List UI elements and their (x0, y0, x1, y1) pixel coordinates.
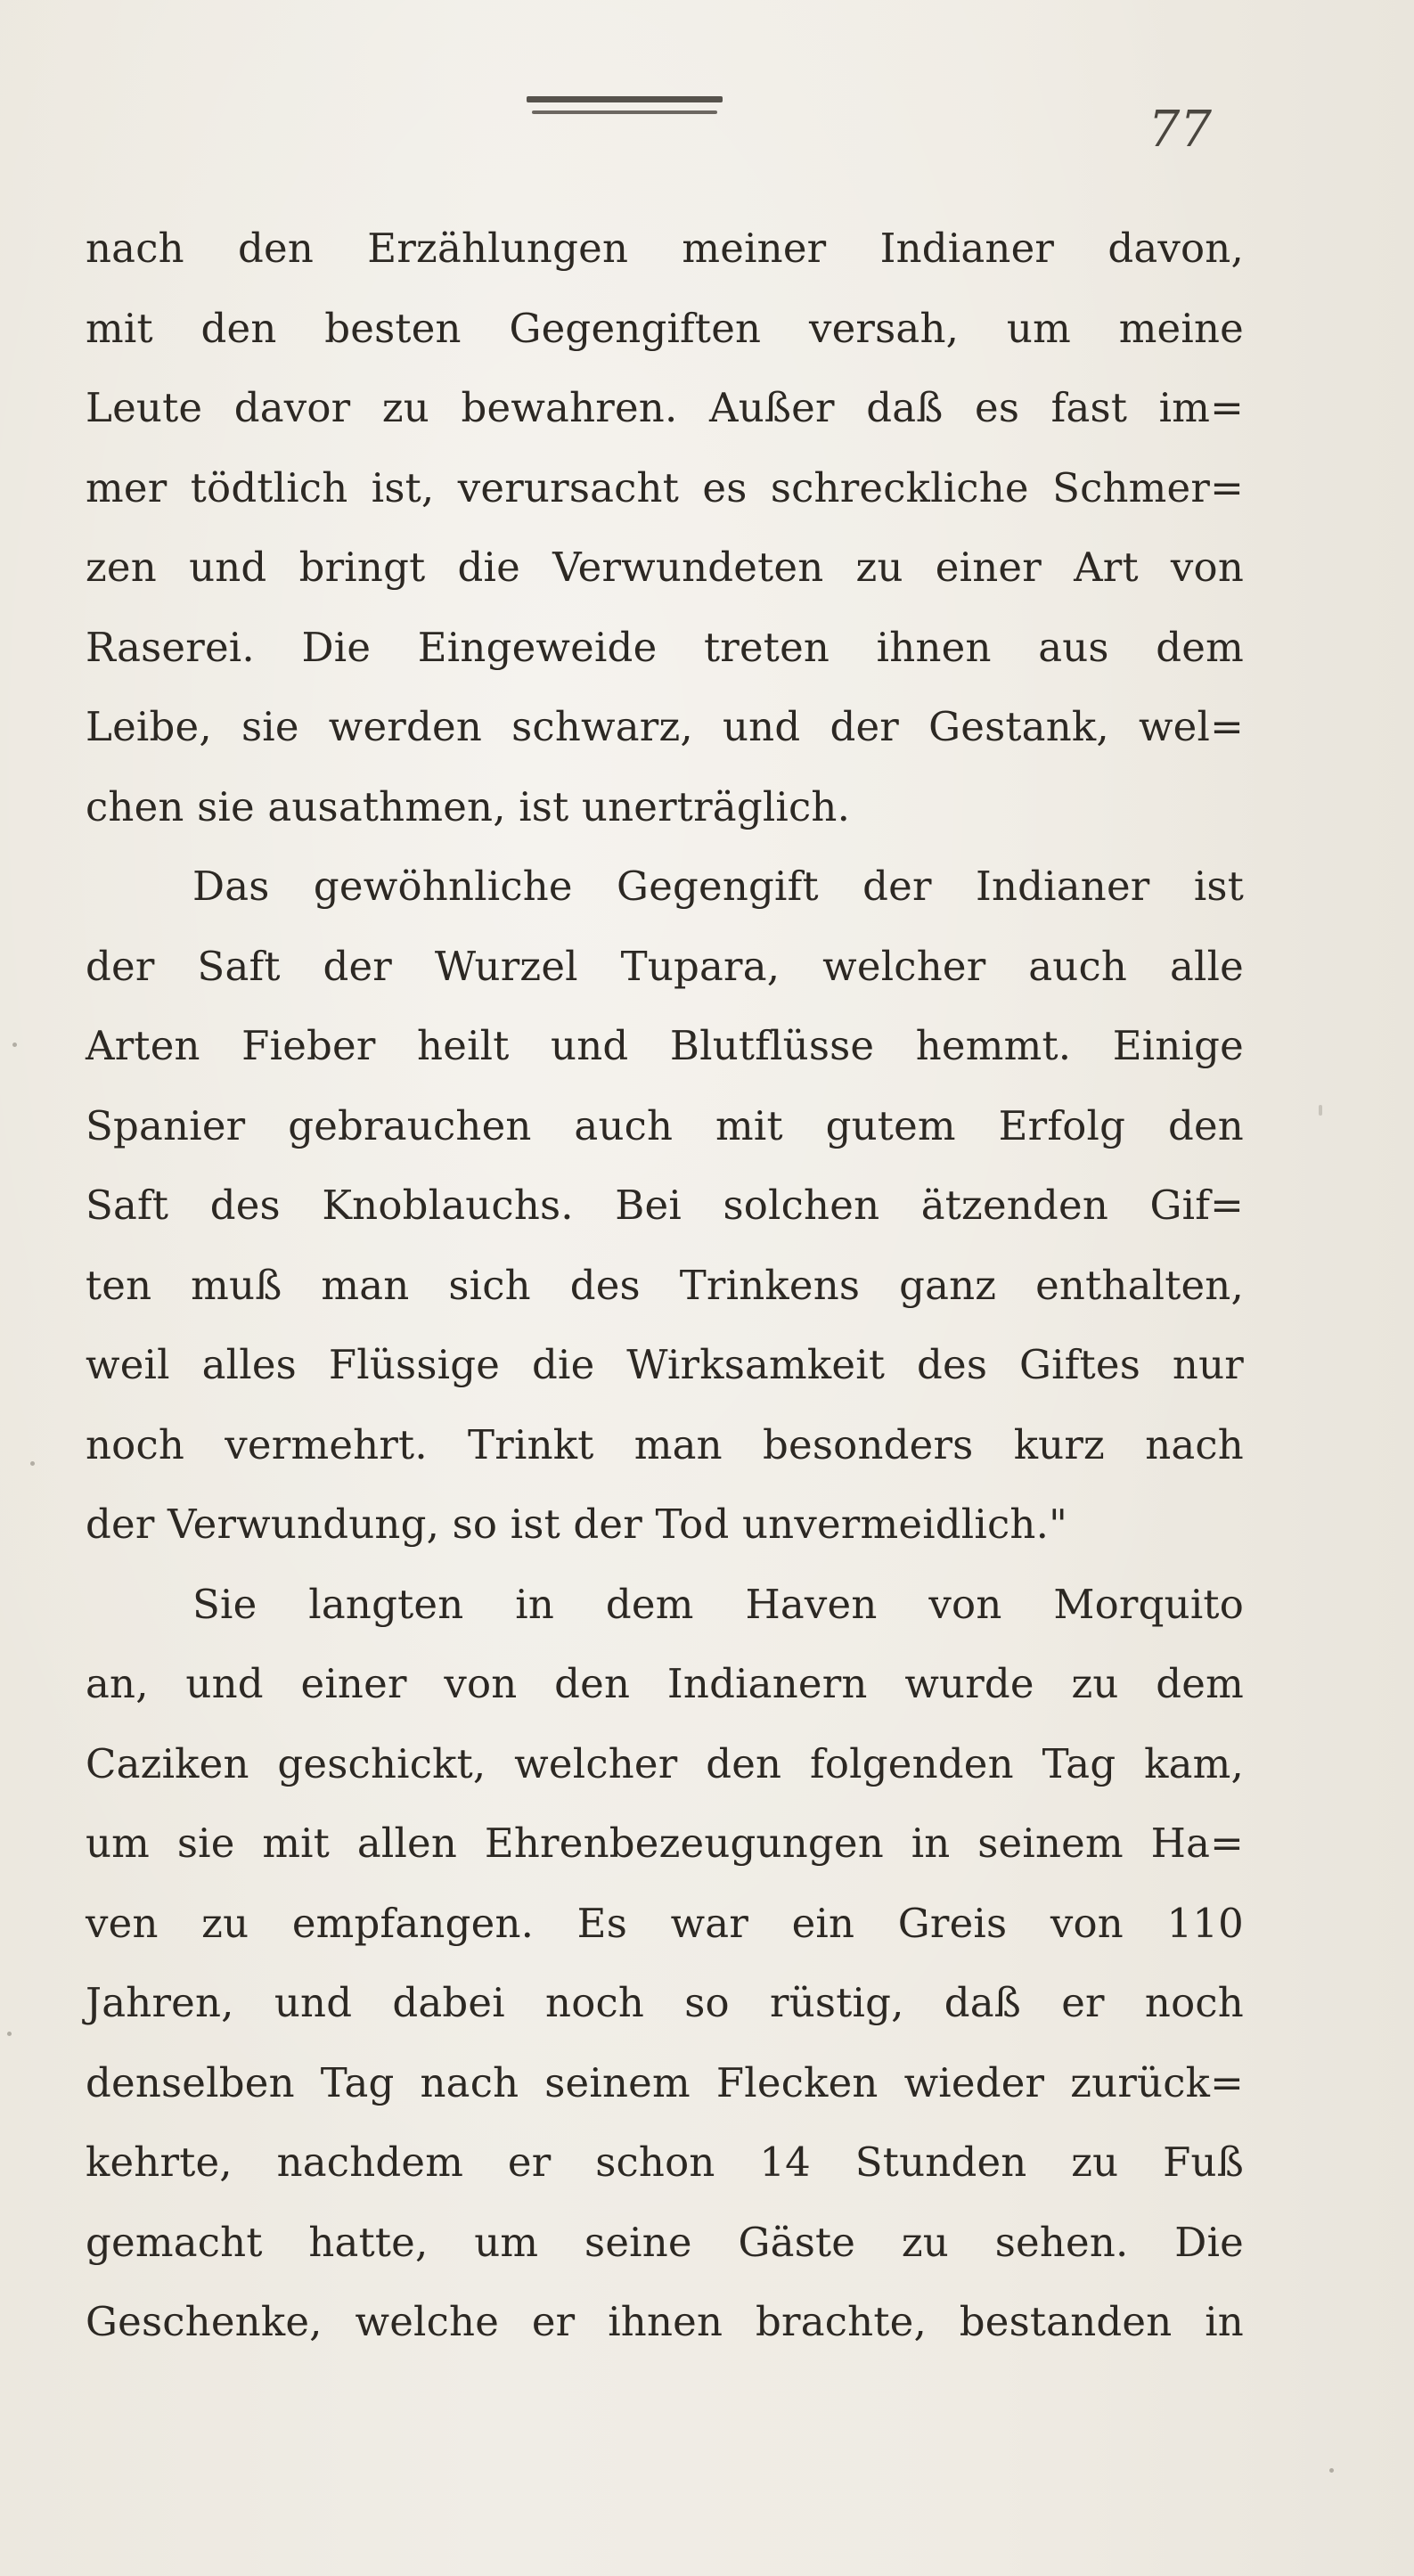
text-line: Saft des Knoblauchs. Bei solchen ätzenden Gif= (86, 1182, 1244, 1229)
text-line: Jahren, und dabei noch so rüstig, daß er noch (86, 1979, 1244, 2026)
text-line: noch vermehrt. Trinkt man besonders kurz nach (86, 1420, 1244, 1468)
text-line: gemacht hatte, um seine Gäste zu sehen. Die (86, 2218, 1244, 2266)
text-line: um sie mit allen Ehrenbezeugungen in seinem Ha= (86, 1820, 1244, 1867)
text-line: Raserei. Die Eingeweide treten ihnen aus dem (86, 623, 1244, 671)
text-line: zen und bringt die Verwundeten zu einer Art von (86, 544, 1244, 591)
text-line: ven zu empfangen. Es war ein Greis von 110 (86, 1899, 1244, 1947)
paper-speck (1319, 1105, 1322, 1116)
paper-speck (1329, 2468, 1334, 2473)
text-line: Caziken geschickt, welcher den folgenden Tag kam, (86, 1739, 1244, 1787)
text-line: nach den Erzählungen meiner Indianer davon, (86, 225, 1244, 272)
text-line: Geschenke, welche er ihnen brachte, bestanden in (86, 2298, 1244, 2345)
paper-speck (12, 1043, 17, 1047)
text-line-paragraph-end: chen sie ausathmen, ist unerträglich. (86, 782, 851, 830)
text-line: der Saft der Wurzel Tupara, welcher auch alle (86, 942, 1244, 990)
ornament-thin-line (532, 110, 717, 114)
paper-speck (7, 2032, 12, 2036)
text-line: weil alles Flüssige die Wirksamkeit des Giftes nur (86, 1341, 1244, 1388)
ornament-thick-line (527, 96, 723, 102)
text-line: Arten Fieber heilt und Blutflüsse hemmt. Einige (86, 1022, 1244, 1069)
text-line: Spanier gebrauchen auch mit gutem Erfolg den (86, 1101, 1244, 1149)
text-line: kehrte, nachdem er schon 14 Stunden zu Fuß (86, 2138, 1244, 2186)
body-text (86, 209, 1244, 2362)
paper-speck (30, 1461, 35, 1466)
header-ornament-rule (527, 89, 723, 121)
text-line-paragraph-end: der Verwundung, so ist der Tod unvermeidlich." (86, 1501, 1067, 1548)
text-line-paragraph-start: Sie langten in dem Haven von Morquito (192, 1580, 1244, 1628)
text-line: mit den besten Gegengiften versah, um meine (86, 304, 1244, 352)
text-line: ten muß man sich des Trinkens ganz enthalten, (86, 1261, 1244, 1309)
text-line: an, und einer von den Indianern wurde zu dem (86, 1660, 1244, 1707)
text-line: mer tödtlich ist, verursacht es schreckliche Schmer= (86, 463, 1244, 511)
text-line: denselben Tag nach seinem Flecken wieder zurück= (86, 2058, 1244, 2106)
text-line-paragraph-start: Das gewöhnliche Gegengift der Indianer ist (192, 863, 1244, 910)
text-line: Leibe, sie werden schwarz, und der Gestank, wel= (86, 703, 1244, 750)
page-number: 77 (1148, 101, 1212, 159)
text-line: Leute davor zu bewahren. Außer daß es fast im= (86, 384, 1244, 431)
